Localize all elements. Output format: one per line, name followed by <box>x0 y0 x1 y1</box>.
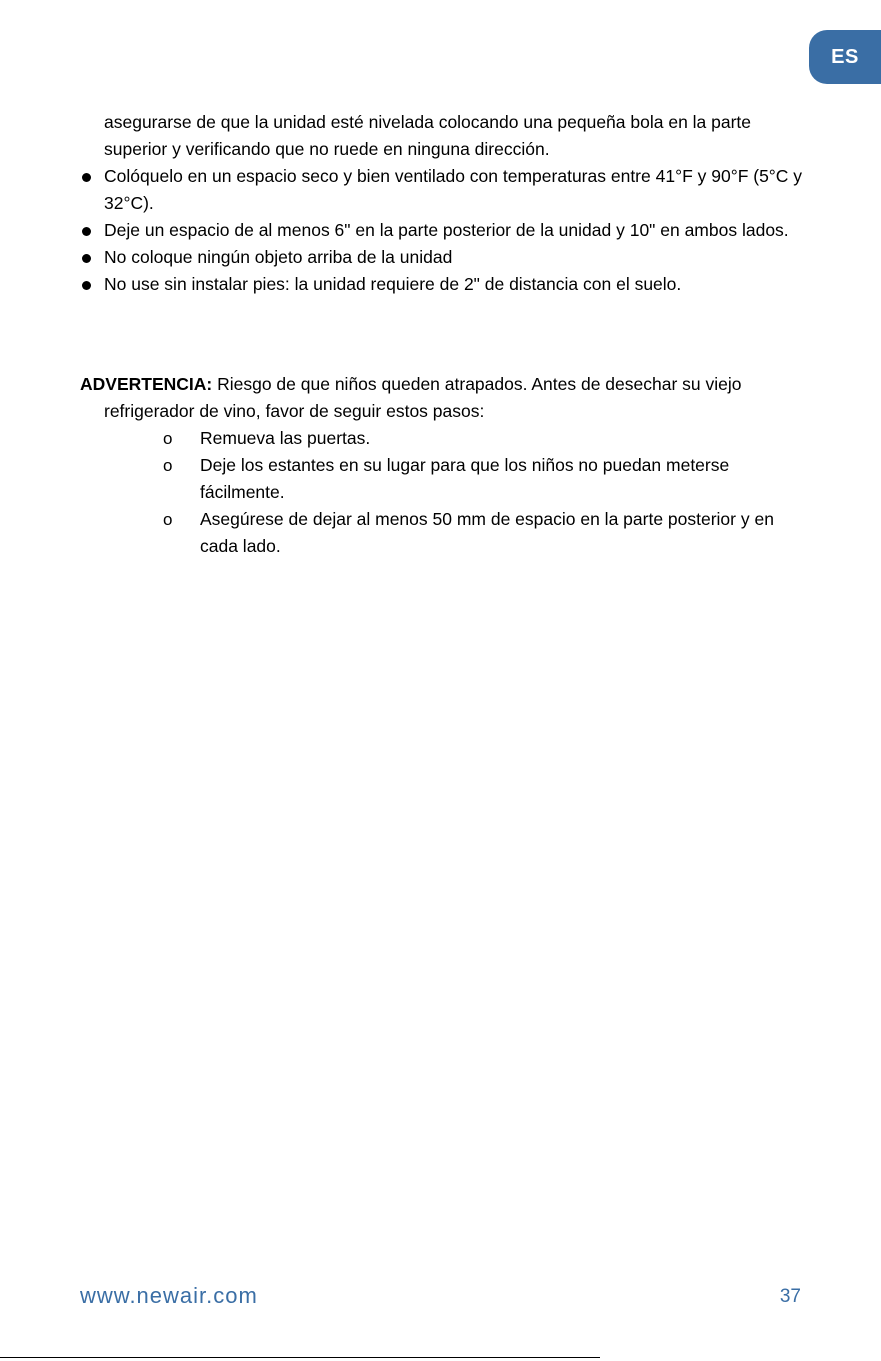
list-item <box>80 425 810 452</box>
language-tab: ES <box>809 30 881 84</box>
list-item-text: Deje los estantes en su lugar para que los niños no puedan meterse fácilmente. <box>200 455 730 502</box>
list-item <box>80 163 810 217</box>
page-content <box>80 109 810 560</box>
list-item-text: No coloque ningún objeto arriba de la unidad <box>104 247 453 267</box>
circle-bullet-icon: o <box>163 429 173 448</box>
list-item <box>80 452 810 506</box>
list-item <box>80 271 810 298</box>
list-item-text: Colóquelo en un espacio seco y bien ventilado con temperaturas entre 41°F y 90°F (5°C y 32°C). <box>104 166 803 213</box>
bullet-icon <box>82 254 91 263</box>
footer-website-link[interactable]: www.newair.com <box>80 1283 258 1308</box>
bottom-divider <box>0 1357 600 1358</box>
intro-continuation: asegurarse de que la unidad esté nivelada colocando una pequeña bola en la parte superior y verificando que no ruede en ninguna dirección. <box>104 112 752 159</box>
circle-bullet-icon: o <box>163 456 173 475</box>
list-item <box>80 217 810 244</box>
list-item-text: Deje un espacio de al menos 6" en la parte posterior de la unidad y 10" en ambos lados. <box>104 220 789 240</box>
list-item <box>80 506 810 560</box>
bullet-list <box>80 163 810 298</box>
warning-label: ADVERTENCIA: <box>80 374 213 394</box>
list-item-text: No use sin instalar pies: la unidad requiere de 2" de distancia con el suelo. <box>104 274 682 294</box>
list-item-text: Asegúrese de dejar al menos 50 mm de espacio en la parte posterior y en cada lado. <box>200 509 774 556</box>
warning-steps <box>80 425 810 560</box>
warning-section <box>80 371 810 560</box>
circle-bullet-icon: o <box>163 510 173 529</box>
warning-paragraph <box>80 371 810 425</box>
bullet-icon <box>82 227 91 236</box>
bullet-icon <box>82 281 91 290</box>
bullet-icon <box>82 173 91 182</box>
list-item-text: Remueva las puertas. <box>200 428 371 448</box>
page-number: 37 <box>779 1286 801 1307</box>
list-item <box>80 244 810 271</box>
warning-text: Riesgo de que niños queden atrapados. Antes de desechar su viejo refrigerador de vino, favor de seguir estos pasos: <box>104 374 742 421</box>
